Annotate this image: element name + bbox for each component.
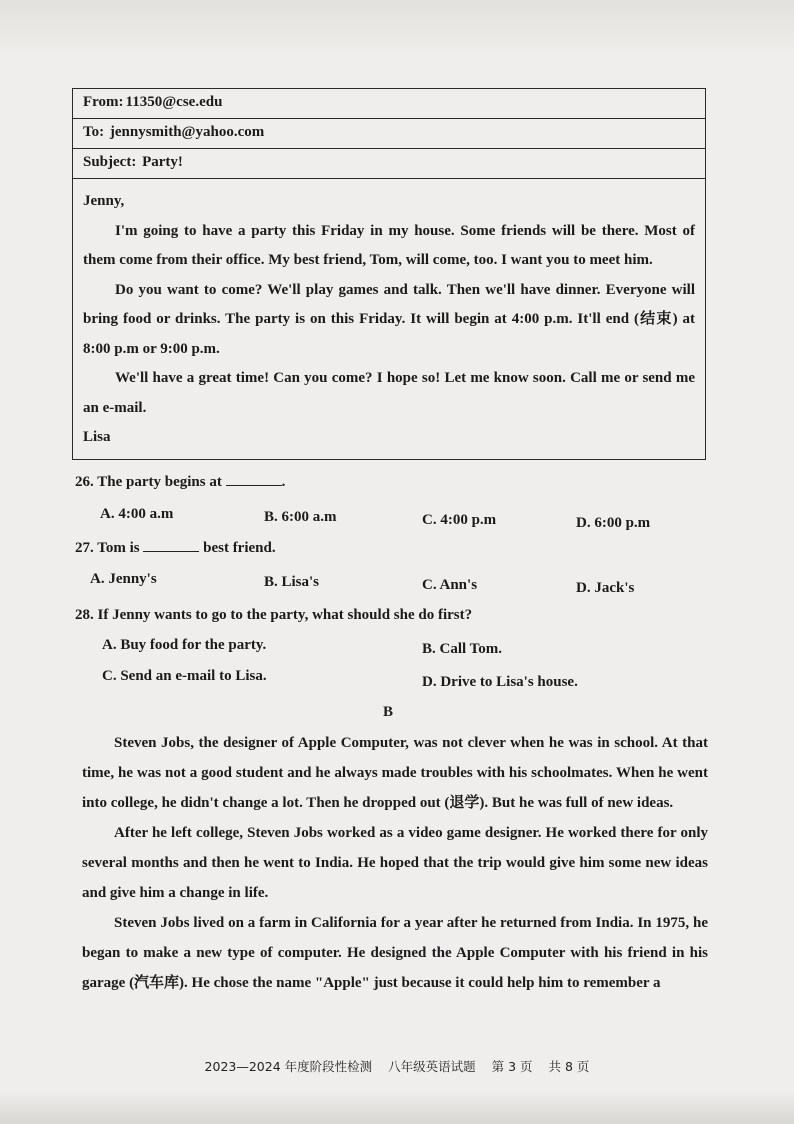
option-28-b: B. Call Tom. xyxy=(422,641,503,657)
option-27-b: B. Lisa's xyxy=(264,574,320,590)
scan-shadow-top xyxy=(0,0,794,60)
subject-value: Party! xyxy=(142,154,183,170)
option-26-d: D. 6:00 p.m xyxy=(576,515,651,531)
option-27-c: C. Ann's xyxy=(422,577,478,593)
option-26-a: A. 4:00 a.m xyxy=(100,506,174,522)
question-27 xyxy=(75,539,276,557)
option-28-d: D. Drive to Lisa's house. xyxy=(422,674,578,690)
option-28-c: C. Send an e-mail to Lisa. xyxy=(102,668,267,684)
option-26-b: B. 6:00 a.m xyxy=(264,509,337,525)
from-label: From: xyxy=(83,94,124,110)
email-from-row xyxy=(73,89,705,119)
email-body xyxy=(73,179,705,459)
from-value: 11350@cse.edu xyxy=(125,94,223,110)
answer-blank xyxy=(226,473,282,486)
question-stem-end: . xyxy=(281,474,286,490)
option-26-c: C. 4:00 p.m xyxy=(422,512,497,528)
email-subject-row xyxy=(73,149,705,179)
subject-label: Subject: xyxy=(83,154,137,170)
email-paragraph: Do you want to come? We'll play games and talk. Then we'll have dinner. Everyone will bring food or drinks. The party is on this Friday. It will begin at 4:00 p.m. It'll end (结束) at 8:00 p.m or 9:00 p.m. xyxy=(83,281,695,357)
section-b-passage xyxy=(82,728,708,998)
question-stem: 26. The party begins at xyxy=(75,474,222,490)
section-b-title: B xyxy=(383,704,394,720)
to-value: jennysmith@yahoo.com xyxy=(109,124,265,140)
email-signature: Lisa xyxy=(83,429,111,445)
question-stem: 27. Tom is xyxy=(75,540,140,556)
passage-paragraph: After he left college, Steven Jobs worked as a video game designer. He worked there for only several months and then he went to India. He hoped that the trip would give him some new ideas and give him a change in life. xyxy=(82,825,708,901)
footer-total: 共 8 页 xyxy=(548,1059,590,1074)
option-28-a: A. Buy food for the party. xyxy=(102,637,267,653)
passage-paragraph: Steven Jobs lived on a farm in California for a year after he returned from India. In 1975, he began to make a new type of computer. He designed the Apple Computer with his friend in his garage (汽车库). He chose the name "Apple" just because it could help him to remember a xyxy=(82,915,708,991)
question-28: 28. If Jenny wants to go to the party, what should she do first? xyxy=(75,607,473,623)
footer-page: 第 3 页 xyxy=(491,1059,533,1074)
scan-shadow-bottom xyxy=(0,1090,794,1124)
email-box xyxy=(72,88,706,460)
email-paragraph: We'll have a great time! Can you come? I hope so! Let me know soon. Call me or send me an e-mail. xyxy=(83,370,695,416)
email-paragraph: I'm going to have a party this Friday in my house. Some friends will be there. Most of them come from their office. My best friend, Tom, will come, too. I want you to meet him. xyxy=(83,222,695,268)
question-26 xyxy=(75,473,285,491)
to-label: To: xyxy=(83,124,105,140)
email-greeting: Jenny, xyxy=(83,193,125,209)
passage-paragraph: Steven Jobs, the designer of Apple Computer, was not clever when he was in school. At that time, he was not a good student and he always made troubles with his schoolmates. When he went into college, he didn't change a lot. Then he dropped out (退学). But he was full of new ideas. xyxy=(82,735,708,811)
question-stem-end: best friend. xyxy=(203,540,276,556)
page-footer xyxy=(0,1057,794,1075)
email-to-row xyxy=(73,119,705,149)
answer-blank xyxy=(143,539,199,552)
option-27-a: A. Jenny's xyxy=(90,571,157,587)
footer-exam: 2023—2024 年度阶段性检测 xyxy=(204,1059,373,1074)
option-27-d: D. Jack's xyxy=(576,580,635,596)
footer-subject: 八年级英语试题 xyxy=(388,1059,476,1074)
